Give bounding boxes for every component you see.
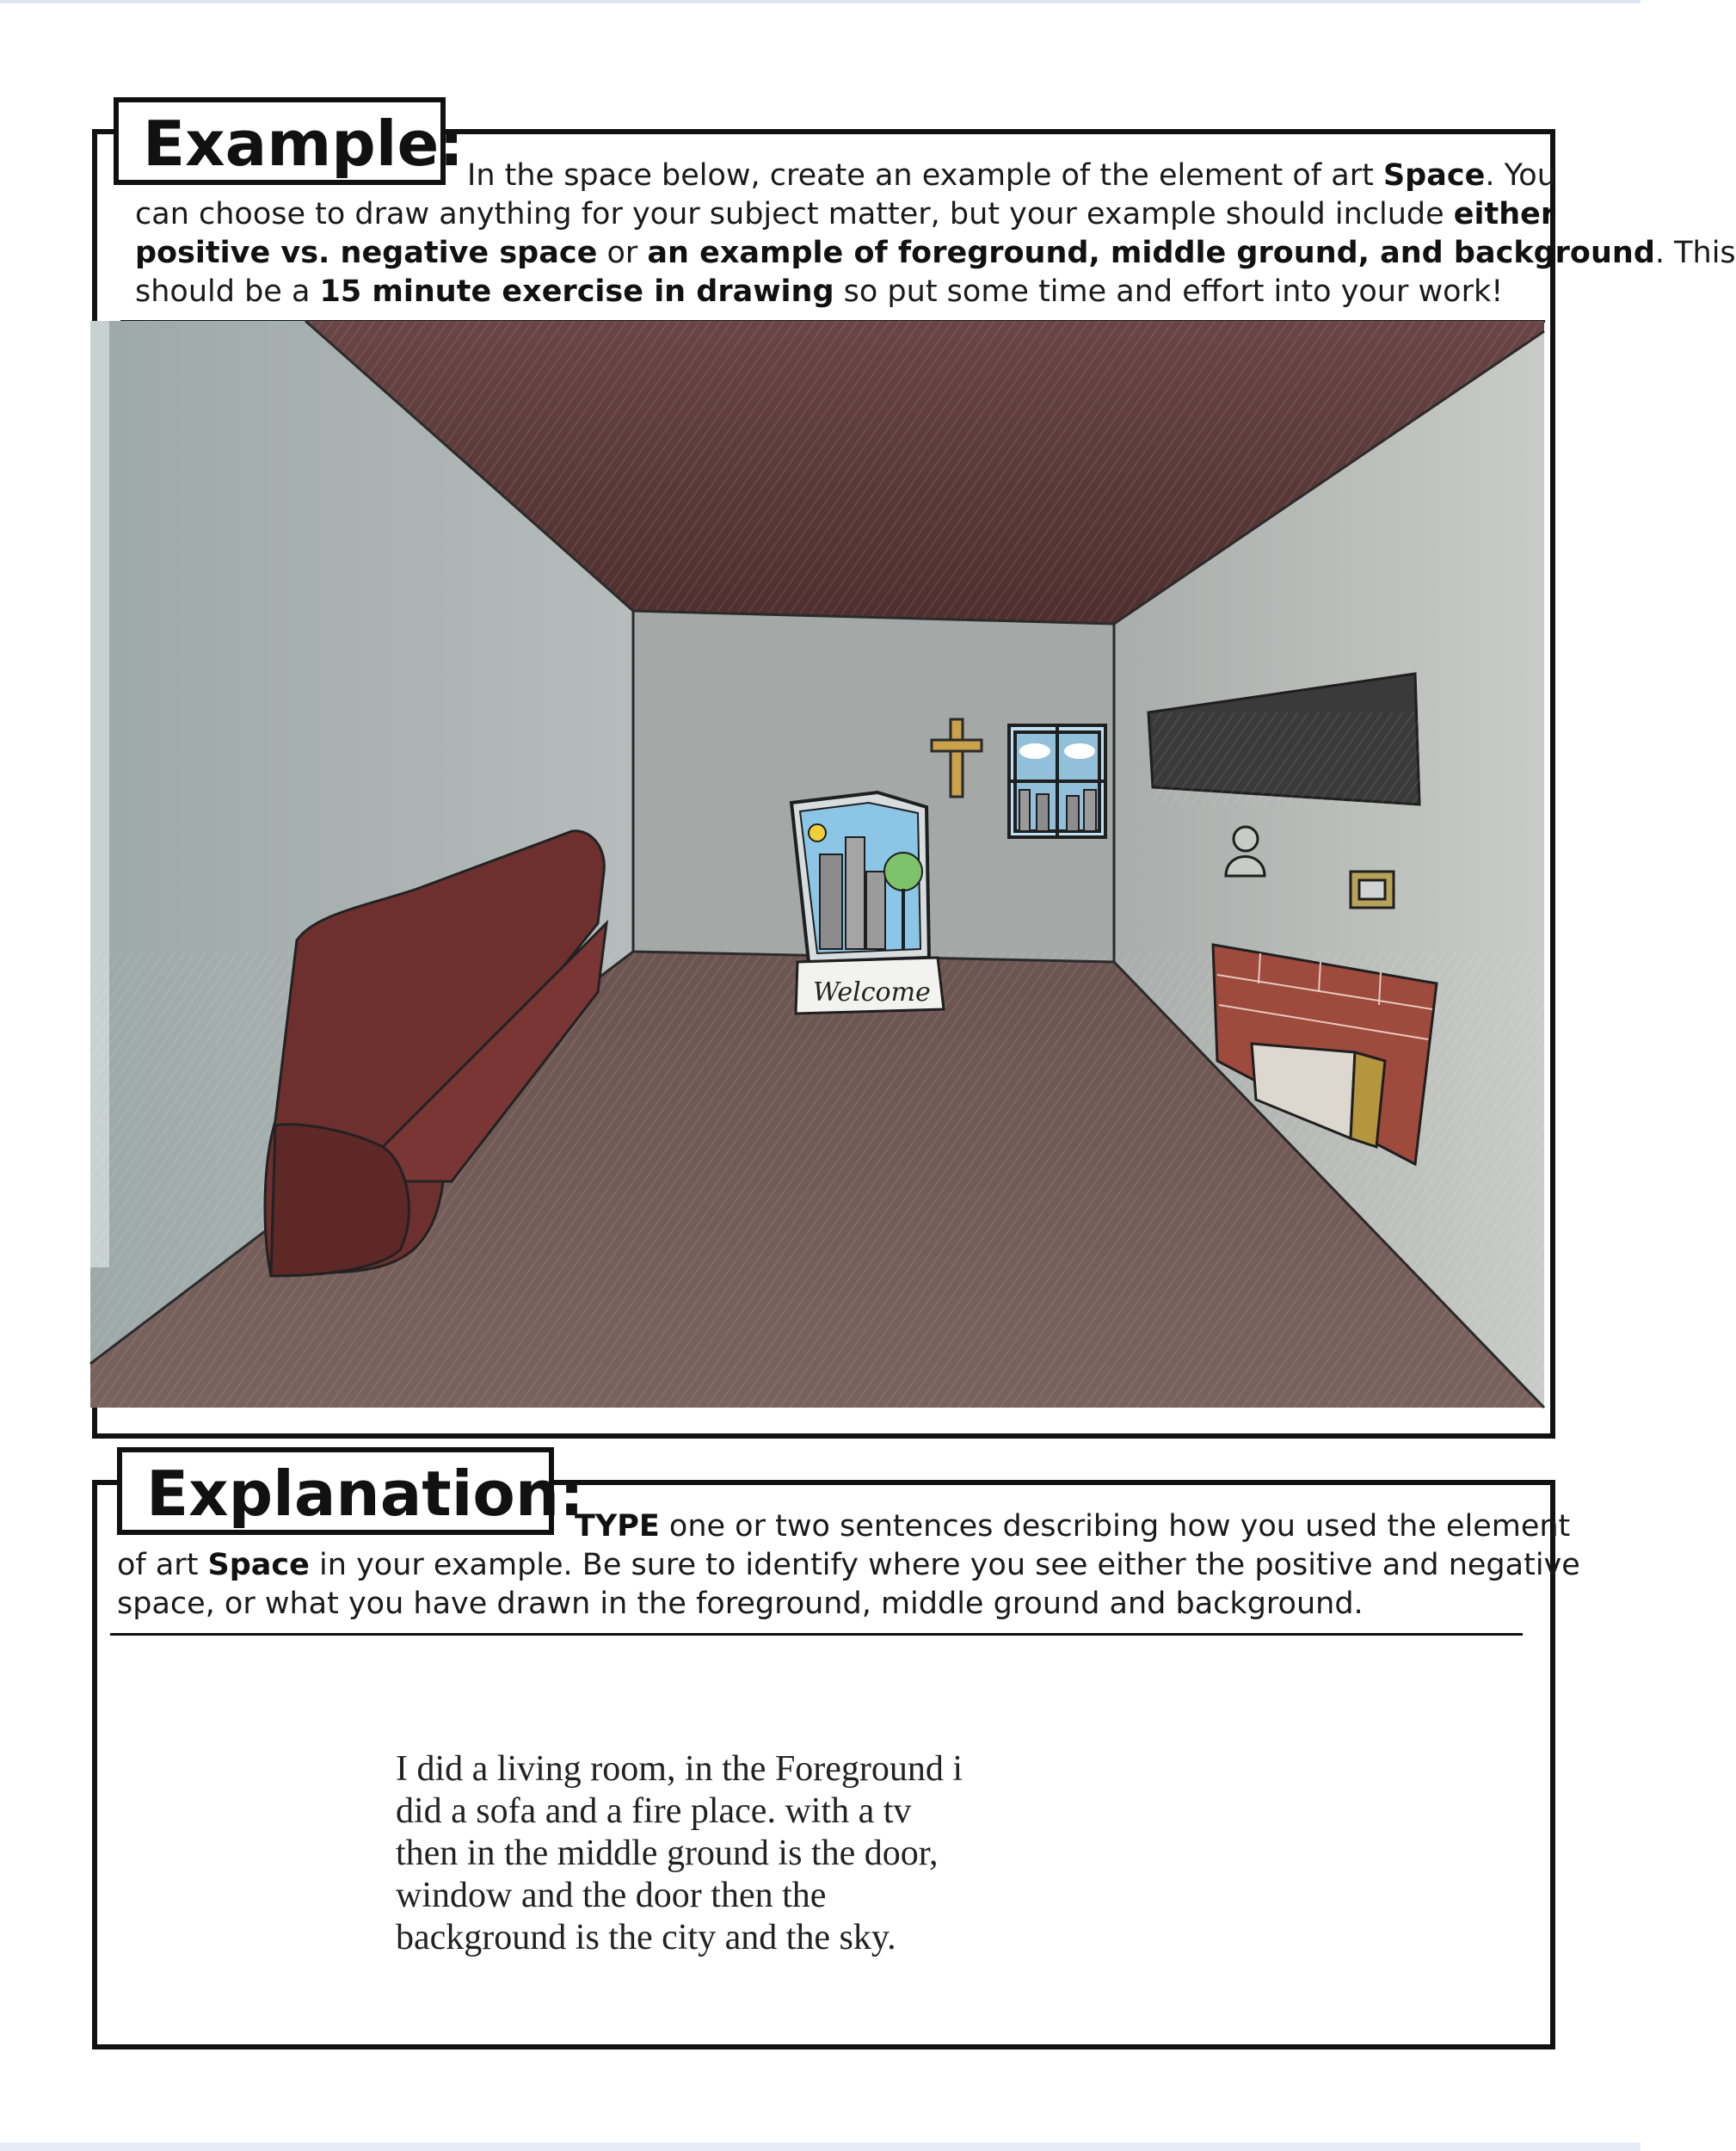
instruction-text: of art: [117, 1548, 208, 1582]
instruction-text: one or two sentences describing how you used the element: [659, 1509, 1571, 1544]
welcome-sign-text: Welcome: [813, 977, 931, 1008]
student-drawing: [90, 321, 1544, 1408]
instruction-text: should be a: [135, 274, 320, 309]
instruction-bold-text: Space: [1382, 158, 1486, 193]
instruction-text: or: [597, 236, 648, 270]
instruction-text: space, or what you have drawn in the foreground, middle ground and background.: [117, 1587, 1364, 1621]
instruction-bold-text: either: [1453, 197, 1556, 231]
page-edge: [0, 2142, 1641, 2151]
instruction-text: In the space below, create an example of the element of art: [467, 158, 1383, 193]
door-city-view: [791, 792, 929, 962]
instruction-bold-text: an example of foreground, middle ground, and background: [647, 236, 1655, 270]
instruction-text: . You: [1485, 158, 1556, 193]
explanation-title: Explanation:: [117, 1447, 554, 1535]
example-instructions-line-1: [467, 157, 1556, 195]
explanation-instructions-line-3: [117, 1585, 1364, 1624]
page-edge: [0, 0, 1641, 3]
window: [1009, 725, 1105, 837]
example-instructions-line-2: [135, 195, 1555, 234]
explanation-instructions-line-2: [117, 1546, 1580, 1585]
example-title: Example:: [114, 97, 446, 185]
instruction-text: so put some time and effort into your work!: [834, 274, 1504, 309]
example-instructions-line-3: [135, 234, 1736, 273]
instruction-text: in your example. Be sure to identify where you see either the positive and negative: [309, 1548, 1580, 1582]
welcome-sign: [796, 958, 944, 1014]
instruction-bold-text: TYPE: [575, 1509, 660, 1544]
explanation-instructions-line-1: [575, 1507, 1570, 1546]
instruction-bold-text: positive vs. negative space: [135, 236, 598, 270]
example-instructions-line-4: [135, 273, 1503, 311]
instruction-text: . This: [1654, 236, 1736, 270]
instruction-bold-text: 15 minute exercise in drawing: [319, 274, 834, 309]
instruction-text: can choose to draw anything for your subject matter, but your example should include: [135, 197, 1454, 231]
explanation-divider: [110, 1633, 1523, 1636]
explanation-answer-text[interactable]: I did a living room, in the Foreground i did a sofa and a fire place. with a tv then in the middle ground is the door, window and the door then the background is the city and the sky.: [396, 1749, 963, 1957]
instruction-bold-text: Space: [207, 1548, 310, 1582]
